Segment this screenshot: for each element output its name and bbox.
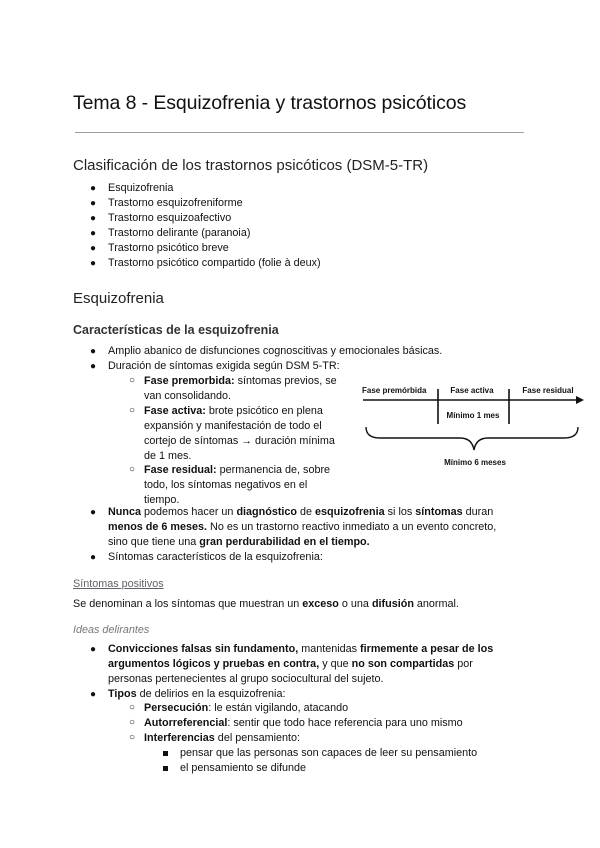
fase-premorbida-label: Fase premorbida: [144, 375, 235, 387]
bullet-icon: ● [90, 258, 97, 269]
persecucion-item: Persecución: le están vigilando, atacando [144, 702, 349, 714]
fase-activa-text: cortejo de síntomas → duración mínima [144, 435, 335, 447]
diagram-label-residual: Fase residual [522, 386, 574, 395]
convicciones-line-2: argumentos lógicos y pruebas en contra, y que no son compartidas por [108, 658, 473, 670]
bullet-icon: ● [90, 243, 97, 254]
positivos-paragraph: Se denominan a los síntomas que muestran un exceso o una difusión anormal. [73, 598, 459, 610]
bullet-icon: ● [90, 198, 97, 209]
fase-activa-text: de 1 mes. [144, 450, 192, 462]
caracteristicas-heading: Características de la esquizofrenia [73, 323, 279, 337]
esquizofrenia-heading: Esquizofrenia [73, 290, 164, 307]
convicciones-line-1: Convicciones falsas sin fundamento, mantenidas firmemente a pesar de los [108, 643, 494, 655]
fase-residual-text: permanencia de, sobre [219, 464, 331, 476]
bullet-icon: ● [90, 689, 97, 700]
diagram-label-activa: Fase activa [450, 386, 494, 395]
bullet-icon: ● [90, 346, 97, 357]
circle-bullet-icon: ○ [129, 464, 136, 475]
fase-residual-text: tiempo. [144, 494, 180, 506]
diagram-minimo-6-meses: Mínimo 6 meses [444, 458, 506, 467]
circle-bullet-icon: ○ [129, 732, 136, 743]
bullet-icon: ● [90, 213, 97, 224]
tipos-item: Tipos de delirios en la esquizofrenia: [108, 688, 286, 700]
list-item: Trastorno esquizoafectivo [108, 212, 232, 224]
interferencias-item: Interferencias del pensamiento: [144, 732, 301, 744]
fase-activa-label: Fase activa: [144, 405, 206, 417]
list-item: Esquizofrenia [108, 182, 174, 194]
list-item: Trastorno esquizofreniforme [108, 197, 243, 209]
fase-premorbida-item [144, 374, 337, 389]
list-item: Trastorno psicótico compartido (folie à deux) [108, 257, 321, 269]
fase-activa-item [144, 404, 323, 419]
bullet-icon: ● [90, 183, 97, 194]
fase-residual-item [144, 463, 330, 478]
sub-list-item: el pensamiento se difunde [180, 762, 307, 774]
square-bullet-icon [163, 751, 168, 756]
diagram-label-premorbida: Fase premórbida [362, 386, 427, 395]
list-item: Síntomas característicos de la esquizofrenia: [108, 551, 323, 563]
circle-bullet-icon: ○ [129, 375, 136, 386]
timeline-arrow-icon [576, 396, 584, 404]
fase-residual-text: todo, los síntomas negativos en el [144, 479, 308, 491]
brace-icon [366, 427, 578, 450]
fase-activa-text: brote psicótico en plena [208, 405, 323, 417]
sintomas-positivos-heading: Síntomas positivos [73, 578, 164, 590]
bullet-icon: ● [90, 644, 97, 655]
list-item: Trastorno psicótico breve [108, 242, 229, 254]
fase-activa-text: expansión y manifestación de todo el [144, 420, 322, 432]
circle-bullet-icon: ○ [129, 702, 136, 713]
bullet-icon: ● [90, 361, 97, 372]
bullet-icon: ● [90, 507, 97, 518]
autorreferencial-item: Autorreferencial: sentir que todo hace referencia para uno mismo [144, 717, 463, 729]
convicciones-line-3: personas pertenecientes al grupo sociocultural del sujeto. [108, 673, 384, 685]
page-title: Tema 8 - Esquizofrenia y trastornos psicóticos [73, 92, 467, 114]
list-item: Duración de síntomas exigida según DSM 5-TR: [108, 360, 340, 372]
circle-bullet-icon: ○ [129, 405, 136, 416]
fase-premorbida-text: síntomas previos, se [237, 375, 337, 387]
circle-bullet-icon: ○ [129, 717, 136, 728]
bullet-icon: ● [90, 228, 97, 239]
sub-list-item: pensar que las personas son capaces de leer su pensamiento [180, 747, 478, 759]
clasificacion-heading: Clasificación de los trastornos psicóticos (DSM-5-TR) [73, 157, 429, 174]
title-divider [75, 132, 524, 133]
ideas-delirantes-heading: Ideas delirantes [73, 624, 150, 636]
square-bullet-icon [163, 766, 168, 771]
diagram-minimo-1-mes: Mínimo 1 mes [446, 411, 500, 420]
fase-premorbida-text: van consolidando. [144, 390, 232, 402]
list-item: Amplio abanico de disfunciones cognoscitivas y emocionales básicas. [108, 345, 443, 357]
bullet-icon: ● [90, 552, 97, 563]
nunca-line-1: Nunca podemos hacer un diagnóstico de esquizofrenia si los síntomas duran [108, 506, 494, 518]
nunca-line-2: menos de 6 meses. No es un trastorno reactivo inmediato a un evento concreto, [108, 521, 497, 533]
fase-residual-label: Fase residual: [144, 464, 217, 476]
nunca-line-3: sino que tiene una gran perdurabilidad en el tiempo. [108, 536, 370, 548]
list-item: Trastorno delirante (paranoia) [108, 227, 251, 239]
phase-timeline-diagram [360, 380, 586, 472]
